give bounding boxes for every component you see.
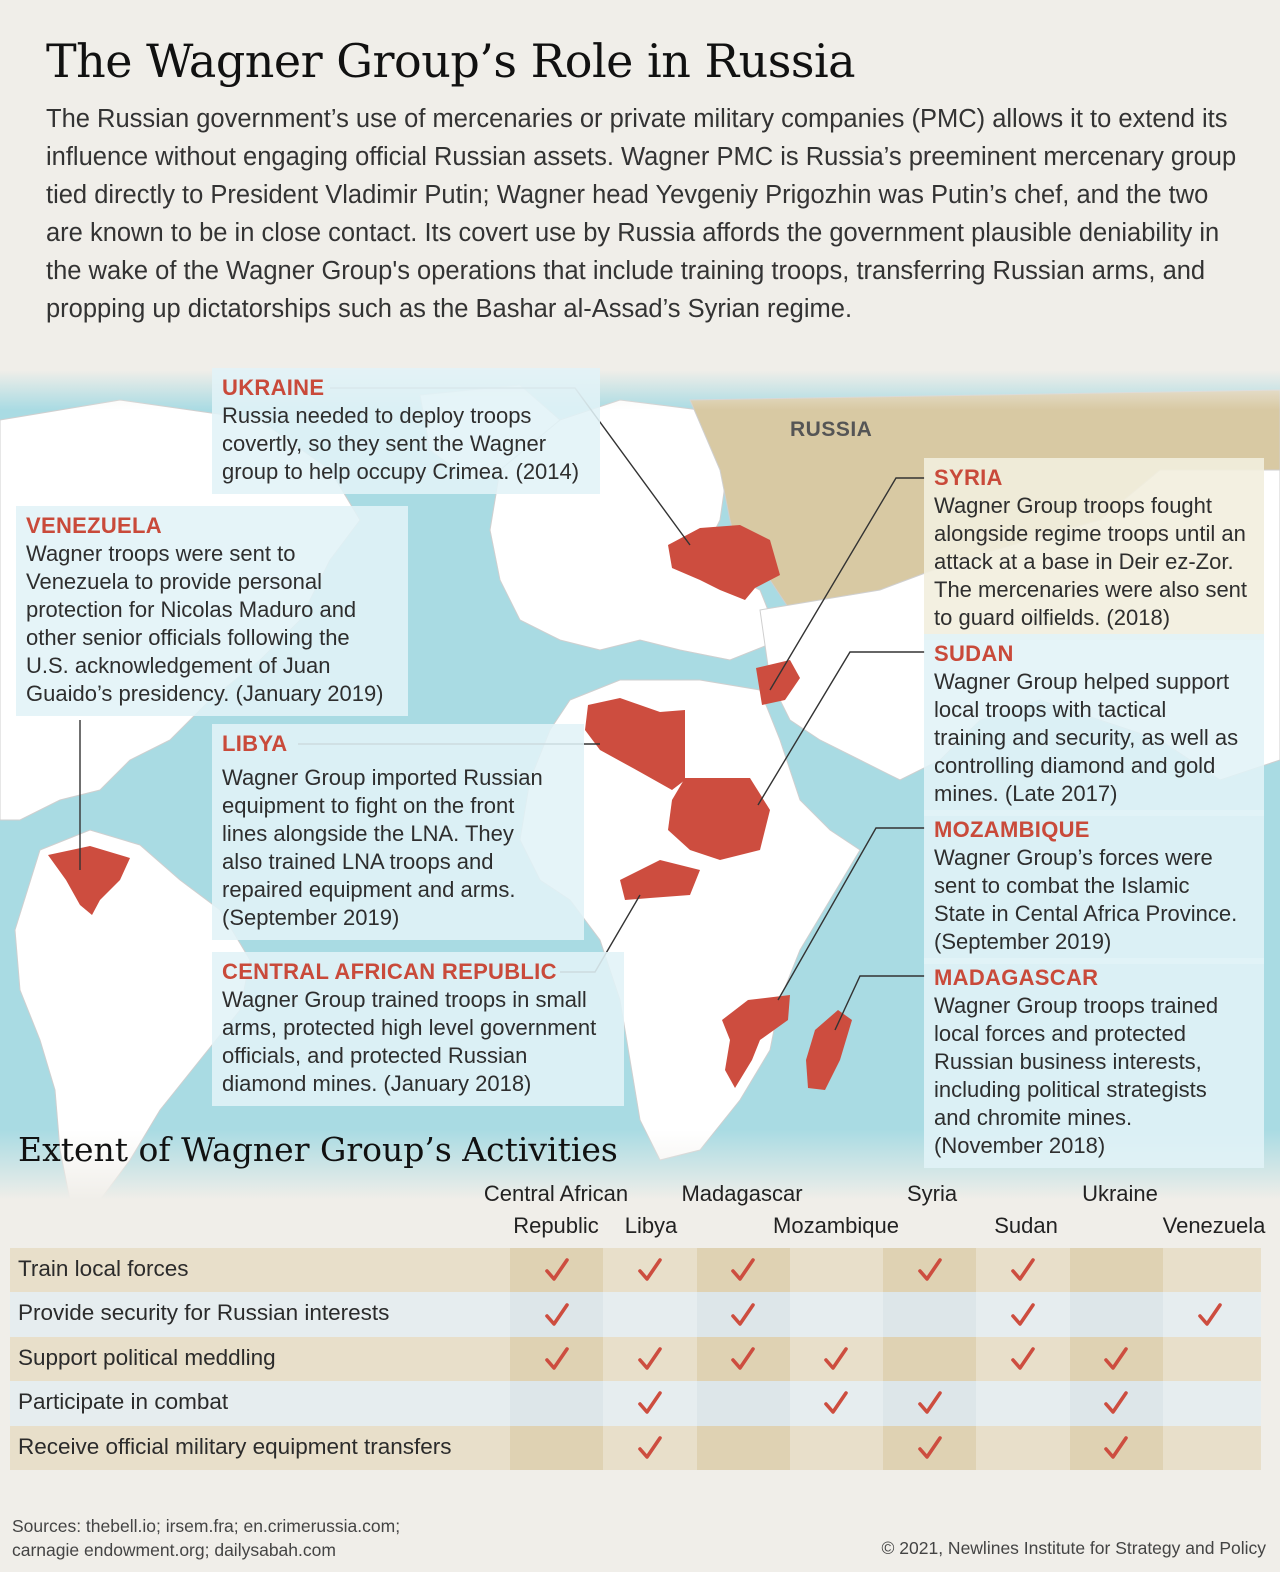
table-cell xyxy=(697,1292,790,1336)
column-header: Libya xyxy=(624,1213,678,1238)
callout-line: (September 2019) xyxy=(222,905,400,930)
callout-line: including political strategists xyxy=(934,1077,1207,1102)
map-fade-top xyxy=(0,370,1280,410)
row-label: Provide security for Russian interests xyxy=(18,1300,390,1326)
callout-title: SUDAN xyxy=(934,641,1014,666)
check-icon xyxy=(636,1345,664,1373)
activities-table xyxy=(10,1248,1261,1470)
check-icon xyxy=(636,1256,664,1284)
table-cell xyxy=(977,1337,1070,1381)
check-icon xyxy=(822,1345,850,1373)
callout-line: Russian business interests, xyxy=(934,1049,1202,1074)
table-cell xyxy=(790,1381,883,1425)
table-cell xyxy=(1070,1426,1163,1470)
callout-title: UKRAINE xyxy=(222,375,325,400)
table-title: Extent of Wagner Group’s Activities xyxy=(18,1130,618,1169)
table-cell xyxy=(883,1337,976,1381)
table-cell xyxy=(697,1248,790,1292)
table-row xyxy=(10,1292,1261,1336)
table-row xyxy=(10,1426,1261,1470)
callout-line: Russia needed to deploy troops xyxy=(222,403,532,428)
table-cell xyxy=(977,1248,1070,1292)
callout-title: LIBYA xyxy=(222,731,288,756)
check-icon xyxy=(636,1389,664,1417)
russia-label: RUSSIA xyxy=(790,418,873,441)
check-icon xyxy=(1102,1345,1130,1373)
callout-line: Wagner troops were sent to xyxy=(26,541,296,566)
callout-line: The mercenaries were also sent xyxy=(934,577,1248,602)
check-icon xyxy=(729,1256,757,1284)
callout-line: Wagner Group’s forces were xyxy=(934,845,1213,870)
callout-line: repaired equipment and arms. xyxy=(222,877,516,902)
table-cell xyxy=(977,1426,1070,1470)
table-cell xyxy=(1070,1337,1163,1381)
table-cell xyxy=(510,1337,603,1381)
table-cell xyxy=(603,1248,696,1292)
check-icon xyxy=(1102,1389,1130,1417)
callout-venezuela xyxy=(16,506,408,716)
table-cell xyxy=(1163,1381,1256,1425)
callout-line: controlling diamond and gold xyxy=(934,753,1216,778)
callout-line: Venezuela to provide personal xyxy=(26,569,322,594)
callout-line: equipment to fight on the front xyxy=(222,793,515,818)
callout-line: Wagner Group imported Russian xyxy=(222,765,543,790)
check-icon xyxy=(1196,1301,1224,1329)
sources-line: carnagie endowment.org; dailysabah.com xyxy=(12,1540,336,1560)
callout-libya xyxy=(212,724,584,940)
callout-line: (November 2018) xyxy=(934,1133,1106,1158)
callout-line: also trained LNA troops and xyxy=(222,849,494,874)
callout-line: U.S. acknowledgement of Juan xyxy=(26,653,331,678)
intro-paragraph: The Russian government’s use of mercenaries or private military companies (PMC) allows it to extend its influence without engaging official Russian assets. Wagner PMC is Russia’s preeminent mercenary group tied directly to President Vladimir Putin; Wagner head Yevgeniy Prigozhin was Putin’s chef, and the two are known to be in close contact. Its covert use by Russia affords the government plausible deniability in the wake of the Wagner Group's operations that include training troops, transferring Russian arms, and propping up dictatorships such as the Bashar al-Assad’s Syrian regime. xyxy=(46,105,1237,323)
table-cell xyxy=(510,1248,603,1292)
callout-title: MOZAMBIQUE xyxy=(934,817,1090,842)
check-icon xyxy=(822,1389,850,1417)
callout-line: covertly, so they sent the Wagner xyxy=(222,431,547,456)
page-title: The Wagner Group’s Role in Russia xyxy=(46,34,856,88)
table-cell xyxy=(790,1337,883,1381)
sources xyxy=(12,1514,400,1562)
table-cell xyxy=(790,1292,883,1336)
column-header: Syria xyxy=(906,1181,958,1206)
column-header: Sudan xyxy=(994,1213,1058,1238)
copyright: © 2021, Newlines Institute for Strategy and Policy xyxy=(881,1538,1266,1558)
callout-line: attack at a base in Deir ez-Zor. xyxy=(934,549,1234,574)
column-header: Central African xyxy=(483,1181,629,1206)
table-cell xyxy=(697,1337,790,1381)
callout-title: SYRIA xyxy=(934,465,1003,490)
check-icon xyxy=(1009,1256,1037,1284)
table-row xyxy=(10,1248,1261,1292)
table-cell xyxy=(510,1292,603,1336)
callout-line: officials, and protected Russian xyxy=(222,1043,528,1068)
check-icon xyxy=(543,1256,571,1284)
table-cell xyxy=(1070,1248,1163,1292)
callout-line: local troops with tactical xyxy=(934,697,1167,722)
callout-central-african-republic xyxy=(212,952,624,1106)
row-label: Receive official military equipment transfers xyxy=(18,1433,452,1459)
check-icon xyxy=(543,1301,571,1329)
table-cell xyxy=(510,1426,603,1470)
column-header: Madagascar xyxy=(681,1181,803,1206)
table-row xyxy=(10,1337,1261,1381)
table-cell xyxy=(883,1292,976,1336)
check-icon xyxy=(636,1434,664,1462)
callout-syria xyxy=(924,458,1264,640)
check-icon xyxy=(543,1345,571,1373)
callout-ukraine xyxy=(212,368,600,494)
column-header: Republic xyxy=(513,1213,599,1238)
callout-line: alongside regime troops until an xyxy=(934,521,1246,546)
table-cell xyxy=(603,1292,696,1336)
callout-line: protection for Nicolas Maduro and xyxy=(26,597,357,622)
column-header: Mozambique xyxy=(773,1213,899,1238)
row-label: Support political meddling xyxy=(18,1344,276,1370)
check-icon xyxy=(1009,1345,1037,1373)
callout-line: other senior officials following the xyxy=(26,625,350,650)
callout-title: MADAGASCAR xyxy=(934,965,1099,990)
callout-mozambique xyxy=(924,810,1264,964)
check-icon xyxy=(729,1345,757,1373)
callout-madagascar xyxy=(924,958,1264,1168)
callout-line: mines. (Late 2017) xyxy=(934,781,1118,806)
check-icon xyxy=(916,1256,944,1284)
check-icon xyxy=(916,1434,944,1462)
table-cell xyxy=(1070,1292,1163,1336)
table-cell xyxy=(603,1337,696,1381)
table-cell xyxy=(510,1381,603,1425)
table-cell xyxy=(790,1248,883,1292)
callout-line: and chromite mines. xyxy=(934,1105,1133,1130)
table-cell xyxy=(883,1381,976,1425)
callout-line: local forces and protected xyxy=(934,1021,1186,1046)
table-cell xyxy=(1163,1248,1256,1292)
table-cell xyxy=(977,1292,1070,1336)
row-label: Participate in combat xyxy=(18,1389,229,1415)
check-icon xyxy=(1009,1301,1037,1329)
callout-line: Guaido’s presidency. (January 2019) xyxy=(26,681,384,706)
table-cell xyxy=(1163,1292,1256,1336)
table-cell xyxy=(603,1381,696,1425)
column-header: Venezuela xyxy=(1162,1213,1266,1238)
callout-line: diamond mines. (January 2018) xyxy=(222,1071,532,1096)
table-cell xyxy=(697,1426,790,1470)
callout-line: State in Cental Africa Province. xyxy=(934,901,1238,926)
column-header: Ukraine xyxy=(1082,1181,1158,1206)
table-cell xyxy=(977,1381,1070,1425)
sources-line: Sources: thebell.io; irsem.fra; en.crimerussia.com; xyxy=(12,1516,401,1536)
callout-title: VENEZUELA xyxy=(26,513,162,538)
row-label: Train local forces xyxy=(18,1256,189,1281)
callout-line: Wagner Group helped support xyxy=(934,669,1230,694)
table-cell xyxy=(1163,1426,1256,1470)
callout-sudan xyxy=(924,634,1264,816)
callout-title: CENTRAL AFRICAN REPUBLIC xyxy=(222,959,557,984)
callout-line: training and security, as well as xyxy=(934,725,1239,750)
table-cell xyxy=(1070,1381,1163,1425)
callout-line: (September 2019) xyxy=(934,929,1112,954)
check-icon xyxy=(916,1389,944,1417)
table-cell xyxy=(1163,1337,1256,1381)
table-cell xyxy=(790,1426,883,1470)
callout-line: Wagner Group troops trained xyxy=(934,993,1219,1018)
check-icon xyxy=(1102,1434,1130,1462)
table-cell xyxy=(883,1426,976,1470)
table-cell xyxy=(883,1248,976,1292)
callout-line: Wagner Group troops fought xyxy=(934,493,1213,518)
table-row xyxy=(10,1381,1261,1425)
callout-line: arms, protected high level government xyxy=(222,1015,597,1040)
check-icon xyxy=(729,1301,757,1329)
callout-line: lines alongside the LNA. They xyxy=(222,821,514,846)
callout-line: sent to combat the Islamic xyxy=(934,873,1190,898)
callout-line: Wagner Group trained troops in small xyxy=(222,987,587,1012)
callout-line: group to help occupy Crimea. (2014) xyxy=(222,459,580,484)
table-cell xyxy=(603,1426,696,1470)
callout-line: to guard oilfields. (2018) xyxy=(934,605,1171,630)
table-cell xyxy=(697,1381,790,1425)
